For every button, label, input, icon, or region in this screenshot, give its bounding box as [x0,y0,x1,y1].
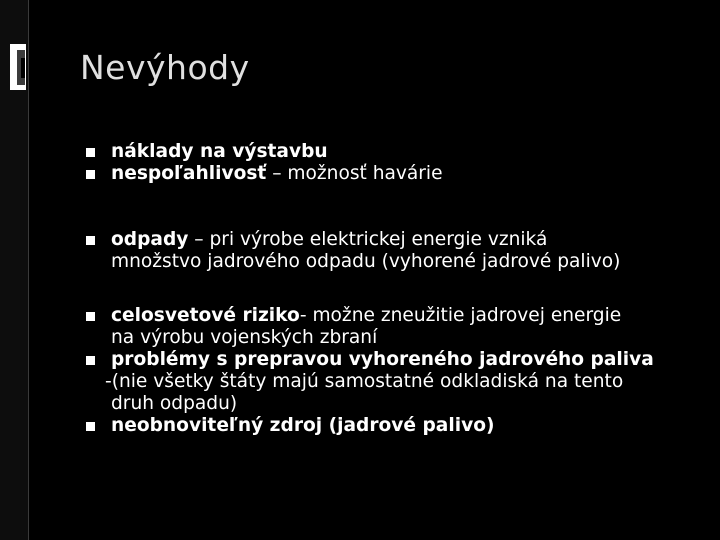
bullet-text: – pri výrobe elektrickej energie vzniká [188,229,548,250]
bullet-bold-text: odpady [111,229,189,250]
bullet-bold-text: náklady na výstavbu [111,141,328,162]
square-bullet-icon [86,422,95,431]
bullet-item [84,349,704,415]
square-bullet-icon [86,236,95,245]
bullet-continuation: na výrobu vojenských zbraní [111,327,378,348]
vertical-divider [28,0,29,540]
square-bullet-icon [86,148,95,157]
bullet-bold-text: problémy s prepravou vyhoreného jadrového paliva [111,349,654,370]
decor-block-core [21,58,25,78]
bullet-item [84,163,704,185]
square-bullet-icon [86,356,95,365]
bullet-list [84,141,704,437]
bullet-item [84,415,704,437]
bullet-item [84,141,704,163]
slide-title: Nevýhody [80,48,250,87]
bullet-text: – možnosť havárie [266,163,443,184]
bullet-text: - možne zneužitie jadrovej energie [299,305,622,326]
bullet-continuation: množstvo jadrového odpadu (vyhorené jadrové palivo) [111,251,621,272]
bullet-item [84,305,704,349]
bullet-continuation: druh odpadu) [111,393,238,414]
bullet-continuation: -(nie všetky štáty majú samostatné odkladiská na tento [105,371,624,392]
square-bullet-icon [86,312,95,321]
bullet-bold-text: neobnoviteľný zdroj (jadrové palivo) [111,415,495,436]
bullet-item [84,229,704,273]
bullet-bold-text: celosvetové riziko [111,305,300,326]
square-bullet-icon [86,170,95,179]
bullet-bold-text: nespoľahlivosť [111,163,267,184]
